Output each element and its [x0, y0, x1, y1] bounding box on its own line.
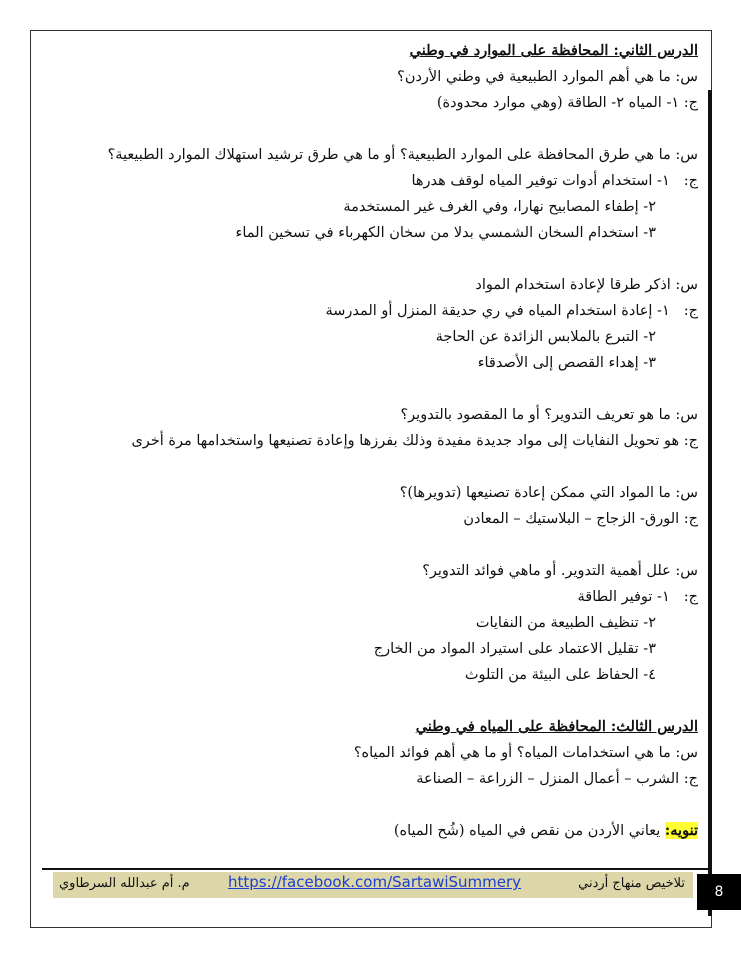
lesson2-answer-4: ج: هو تحويل النفايات إلى مواد جديدة مفيدة وذلك بفرزها وإعادة تصنيعها واستخدامها مرة أخرى — [131, 433, 698, 449]
page-content — [100, 38, 698, 844]
answer-item: ١- استخدام أدوات توفير المياه لوقف هدرها — [411, 173, 670, 189]
lesson2-answer-5: ج: الورق- الزجاج – البلاستيك – المعادن — [463, 511, 698, 527]
lesson3-title: الدرس الثالث: المحافظة على المياه في وطني — [415, 718, 698, 735]
lesson2-question-1: س: ما هي أهم الموارد الطبيعية في وطني الأردن؟ — [397, 69, 698, 85]
answer-prefix: ج: — [683, 589, 698, 605]
lesson2-question-4: س: ما هو تعريف التدوير؟ أو ما المقصود بالتدوير؟ — [400, 407, 698, 423]
lesson2-question-5: س: ما المواد التي ممكن إعادة تصنيعها (تدويرها)؟ — [399, 485, 698, 501]
answer-item: ٢- التبرع بالملابس الزائدة عن الحاجة — [435, 329, 656, 345]
note-text: يعاني الأردن من نقص في المياه (شُح المياه) — [393, 823, 665, 839]
lesson2-question-2: س: ما هي طرق المحافظة على الموارد الطبيعية؟ أو ما هي طرق ترشيد استهلاك الموارد الطبيعية؟ — [107, 147, 698, 163]
lesson2-title: الدرس الثاني: المحافظة على الموارد في وطني — [409, 42, 698, 59]
answer-prefix: ج: — [683, 173, 698, 189]
lesson2-answer-1: ج: ١- المياه ٢- الطاقة (وهي موارد محدودة) — [436, 95, 698, 111]
footer-divider — [42, 868, 708, 870]
footer-subject: تلاخيص منهاج أردني — [578, 876, 685, 891]
footer-author: م. أم عبدالله السرطاوي — [59, 876, 190, 891]
answer-item: ١- إعادة استخدام المياه في ري حديقة المنزل أو المدرسة — [325, 303, 670, 319]
right-border-bar — [708, 90, 712, 916]
answer-item: ٤- الحفاظ على البيئة من التلوث — [464, 667, 656, 683]
answer-item: ٣- استخدام السخان الشمسي بدلا من سخان الكهرباء في تسخين الماء — [235, 225, 656, 241]
lesson3-note — [100, 818, 698, 844]
footer-facebook-link[interactable]: https://facebook.com/SartawiSummery — [228, 873, 522, 891]
answer-prefix: ج: — [683, 303, 698, 319]
answer-item: ٣- تقليل الاعتماد على استيراد المواد من الخارج — [373, 641, 656, 657]
lesson3-answer-1: ج: الشرب – أعمال المنزل – الزراعة – الصناعة — [416, 771, 698, 787]
lesson2-question-3: س: اذكر طرقا لإعادة استخدام المواد — [475, 277, 698, 293]
lesson2-answer-6-line-1 — [100, 584, 698, 610]
answer-item: ٢- إطفاء المصابيح نهارا، وفي الغرف غير المستخدمة — [343, 199, 656, 215]
footer-bar — [53, 872, 693, 898]
lesson2-answer-3-line-1 — [100, 298, 698, 324]
page-number-badge: 8 — [697, 874, 741, 910]
answer-item: ١- توفير الطاقة — [577, 589, 670, 605]
lesson2-question-6: س: علل أهمية التدوير. أو ماهي فوائد التدوير؟ — [422, 563, 698, 579]
lesson3-question-1: س: ما هي استخدامات المياه؟ أو ما هي أهم فوائد المياه؟ — [353, 745, 698, 761]
answer-item: ٢- تنظيف الطبيعة من النفايات — [475, 615, 656, 631]
lesson2-answer-2-line-1 — [100, 168, 698, 194]
note-label-highlight: تنويه: — [664, 822, 698, 839]
answer-item: ٣- إهداء القصص إلى الأصدقاء — [477, 355, 656, 371]
